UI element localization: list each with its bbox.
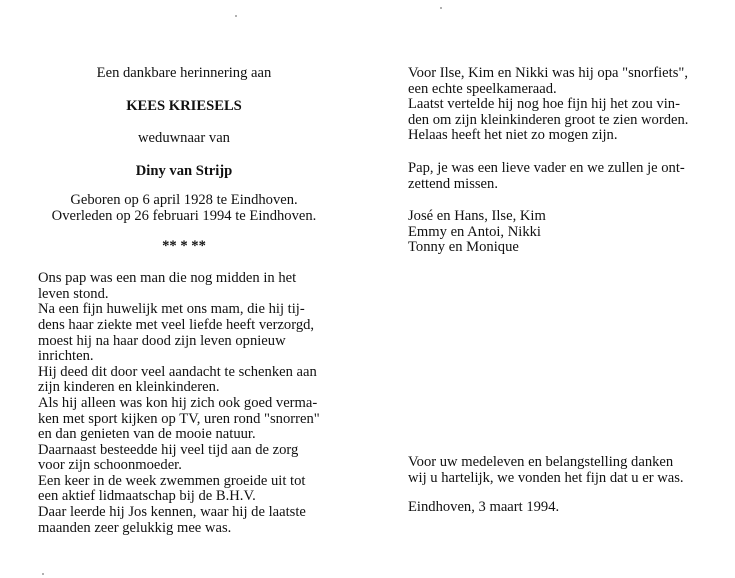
body-line: Ons pap was een man die nog midden in het bbox=[38, 270, 297, 287]
body-line: leven stond. bbox=[38, 285, 109, 302]
place-date: Eindhoven, 3 maart 1994. bbox=[408, 499, 560, 515]
separator-stars: ** * ** bbox=[162, 237, 206, 254]
body-line: Daarnaast besteedde hij veel tijd aan de zorg bbox=[38, 441, 299, 458]
spouse-name: Diny van Strijp bbox=[135, 162, 233, 179]
signature-line: José en Hans, Ilse, Kim bbox=[408, 208, 546, 225]
signature-line: Emmy en Antoi, Nikki bbox=[408, 223, 541, 240]
paragraph-line: Pap, je was een lieve vader en we zullen je ont- bbox=[408, 159, 685, 176]
body-line: maanden zeer gelukkig mee was. bbox=[38, 519, 232, 536]
body-line: Als hij alleen was kon hij zich ook goed verma- bbox=[38, 394, 318, 411]
paragraph-line: Voor Ilse, Kim en Nikki was hij opa "snorfiets", bbox=[408, 65, 688, 81]
grandchildren-paragraph bbox=[408, 66, 700, 144]
body-line: ken met sport kijken op TV, uren rond "snorren" bbox=[38, 410, 320, 427]
scan-speck bbox=[235, 15, 237, 17]
body-line: dens haar ziekte met veel liefde heeft verzorgd, bbox=[38, 316, 315, 333]
body-line: een aktief lidmaatschap bij de B.H.V. bbox=[38, 488, 256, 505]
signature-line: Tonny en Monique bbox=[408, 239, 519, 256]
scan-speck bbox=[42, 573, 44, 575]
paragraph-line: den om zijn kleinkinderen groot te zien worden. bbox=[408, 111, 689, 128]
death-line: Overleden op 26 februari 1994 te Eindhoven. bbox=[51, 207, 317, 224]
body-line: en dan genieten van de mooie natuur. bbox=[38, 426, 256, 443]
body-text bbox=[38, 271, 330, 536]
paragraph-line: Laatst vertelde hij nog hoe fijn hij het zou vin- bbox=[408, 96, 680, 113]
scan-speck bbox=[440, 7, 442, 9]
body-line: voor zijn schoonmoeder. bbox=[38, 457, 182, 474]
body-line: inrichten. bbox=[38, 348, 94, 365]
deceased-name: KEES KRIESELS bbox=[126, 97, 242, 114]
body-line: Een keer in de week zwemmen groeide uit tot bbox=[38, 472, 306, 489]
right-column bbox=[408, 66, 700, 256]
intro-text: Een dankbare herinnering aan bbox=[96, 65, 272, 81]
paragraph-line: zettend missen. bbox=[408, 175, 498, 192]
farewell-paragraph bbox=[408, 161, 700, 192]
paragraph-line: een echte speelkameraad. bbox=[408, 80, 557, 97]
thanks-line: wij u hartelijk, we vonden het fijn dat u er was. bbox=[408, 469, 684, 486]
thanks-paragraph bbox=[408, 455, 708, 486]
birth-line: Geboren op 6 april 1928 te Eindhoven. bbox=[70, 192, 298, 209]
body-line: zijn kinderen en kleinkinderen. bbox=[38, 379, 220, 396]
signatures bbox=[408, 209, 700, 256]
left-column bbox=[38, 66, 330, 536]
body-line: Na een fijn huwelijk met ons mam, die hij tij- bbox=[38, 301, 305, 318]
body-line: moest hij na haar dood zijn leven opnieuw bbox=[38, 332, 286, 349]
paragraph-line: Helaas heeft het niet zo mogen zijn. bbox=[408, 127, 618, 144]
relation-text: weduwnaar van bbox=[138, 130, 230, 147]
body-line: Hij deed dit door veel aandacht te schenken aan bbox=[38, 363, 317, 380]
thanks-line: Voor uw medeleven en belangstelling danken bbox=[408, 454, 674, 470]
body-line: Daar leerde hij Jos kennen, waar hij de laatste bbox=[38, 504, 306, 521]
